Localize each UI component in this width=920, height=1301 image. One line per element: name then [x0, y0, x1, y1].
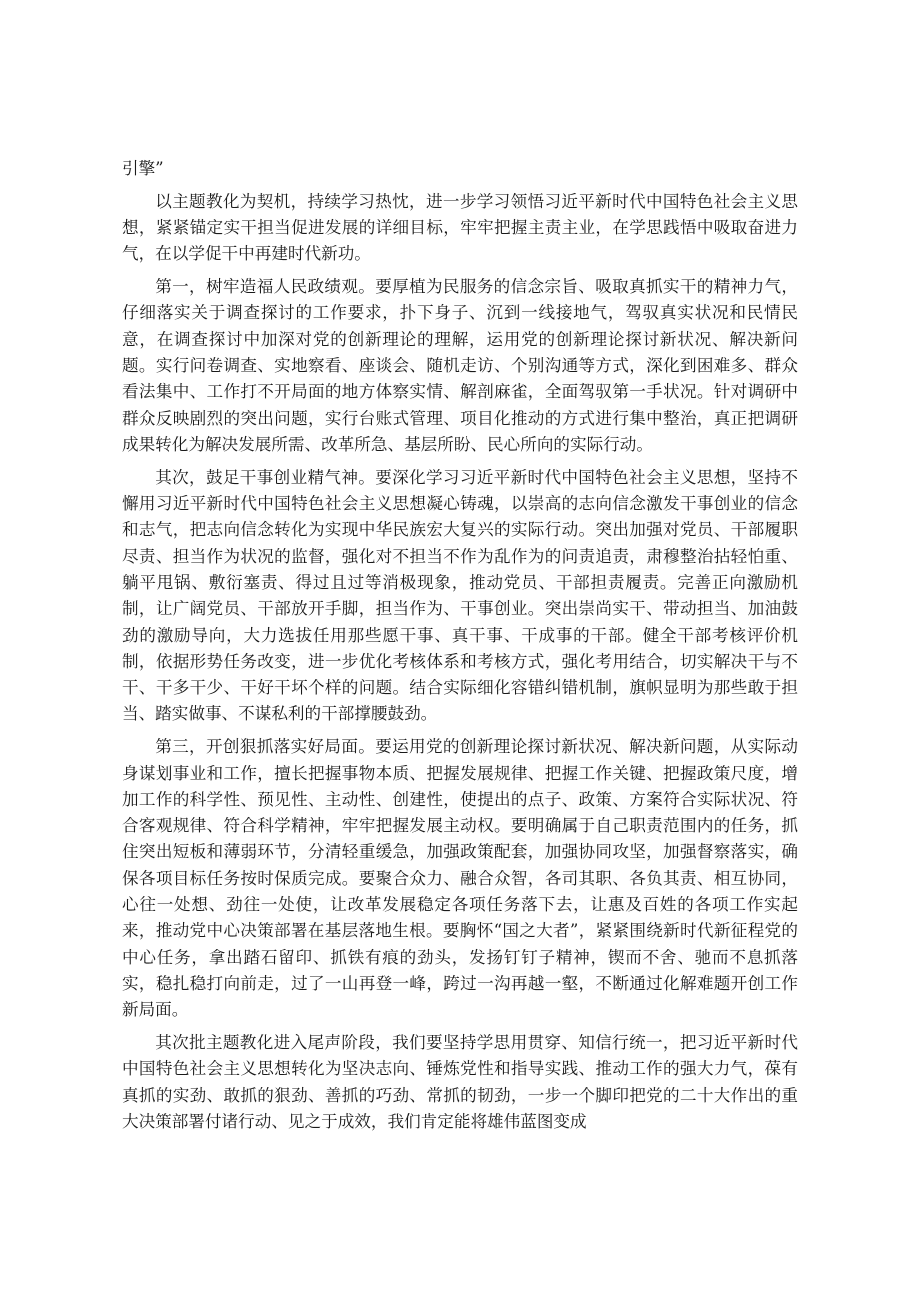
document-body: [122, 156, 798, 1142]
paragraph-third-point: 第三，开创狠抓落实好局面。要运用党的创新理论探讨新状况、解决新问题，从实际动身谋划事业和工作，擅长把握事物本质、把握发展规律、把握工作关键、把握政策尺度，增加工作的科学性、预见性、主动性、创建性，使提出的点子、政策、方案符合实际状况、符合客观规律、符合科学精神，牢牢把握发展主动权。要明确属于自己职责范围内的任务，抓住突出短板和薄弱环节，分清轻重缓急，加强政策配套，加强协同攻坚，加强督察落实，确保各项目标任务按时保质完成。要聚合众力、融合众智，各司其职、各负其责、相互协同，心往一处想、劲往一处使，让改革发展稳定各项任务落下去，让惠及百姓的各项工作实起来，推动党中心决策部署在基层落地生根。要胸怀“国之大者”，紧紧围绕新时代新征程党的中心任务，拿出踏石留印、抓铁有痕的劲头，发扬钉钉子精神，锲而不舍、驰而不息抓落实，稳扎稳打向前走，过了一山再登一峰，跨过一沟再越一壑，不断通过化解难题开创工作新局面。: [122, 737, 798, 1020]
paragraph-second-point: 其次，鼓足干事创业精气神。要深化学习习近平新时代中国特色社会主义思想，坚持不懈用习近平新时代中国特色社会主义思想凝心铸魂，以崇高的志向信念激发干事创业的信念和志气，把志向信念转化为实现中华民族宏大复兴的实际行动。突出加强对党员、干部履职尽责、担当作为状况的监督，强化对不担当不作为乱作为的问责追责，肃穆整治拈轻怕重、躺平甩锅、敷衍塞责、得过且过等消极现象，推动党员、干部担责履责。完善正向激励机制，让广阔党员、干部放开手脚，担当作为、干事创业。突出崇尚实干、带动担当、加油鼓劲的激励导向，大力选拔任用那些愿干事、真干事、干成事的干部。健全干部考核评价机制，依据形势任务改变，进一步优化考核体系和考核方式，强化考用结合，切实解决干与不干、干多干少、干好干坏个样的问题。结合实际细化容错纠错机制，旗帜显明为那些敢于担当、踏实做事、不谋私利的干部撑腰鼓劲。: [122, 467, 798, 724]
paragraph-continuation: 引擎”: [122, 159, 164, 178]
paragraph-intro: 以主题教化为契机，持续学习热忱，进一步学习领悟习近平新时代中国特色社会主义思想，紧紧锚定实干担当促进发展的详细目标，牢牢把握主责主业，在学思践悟中吸取奋进力气，在以学促干中再建时代新功。: [122, 191, 798, 264]
paragraph-conclusion: 其次批主题教化进入尾声阶段，我们要坚持学思用贯穿、知信行统一，把习近平新时代中国特色社会主义思想转化为坚决志向、锤炼党性和指导实践、推动工作的强大力气，葆有真抓的实劲、敢抓的狠劲、善抓的巧劲、常抓的韧劲，一步一个脚印把党的二十大作出的重大决策部署付诸行动、见之于成效，我们肯定能将雄伟蓝图变成: [122, 1033, 798, 1131]
paragraph-first-point: 第一，树牢造福人民政绩观。要厚植为民服务的信念宗旨、吸取真抓实干的精神力气，仔细落实关于调查探讨的工作要求，扑下身子、沉到一线接地气，驾驭真实状况和民情民意，在调查探讨中加深对党的创新理论的理解，运用党的创新理论探讨新状况、解决新问题。实行问卷调查、实地察看、座谈会、随机走访、个别沟通等方式，深化到困难多、群众看法集中、工作打不开局面的地方体察实情、解剖麻雀，全面驾驭第一手状况。针对调研中群众反映剧烈的突出问题，实行台账式管理、项目化推动的方式进行集中整治，真正把调研成果转化为解决发展所需、改革所急、基层所盼、民心所向的实际行动。: [122, 277, 798, 454]
